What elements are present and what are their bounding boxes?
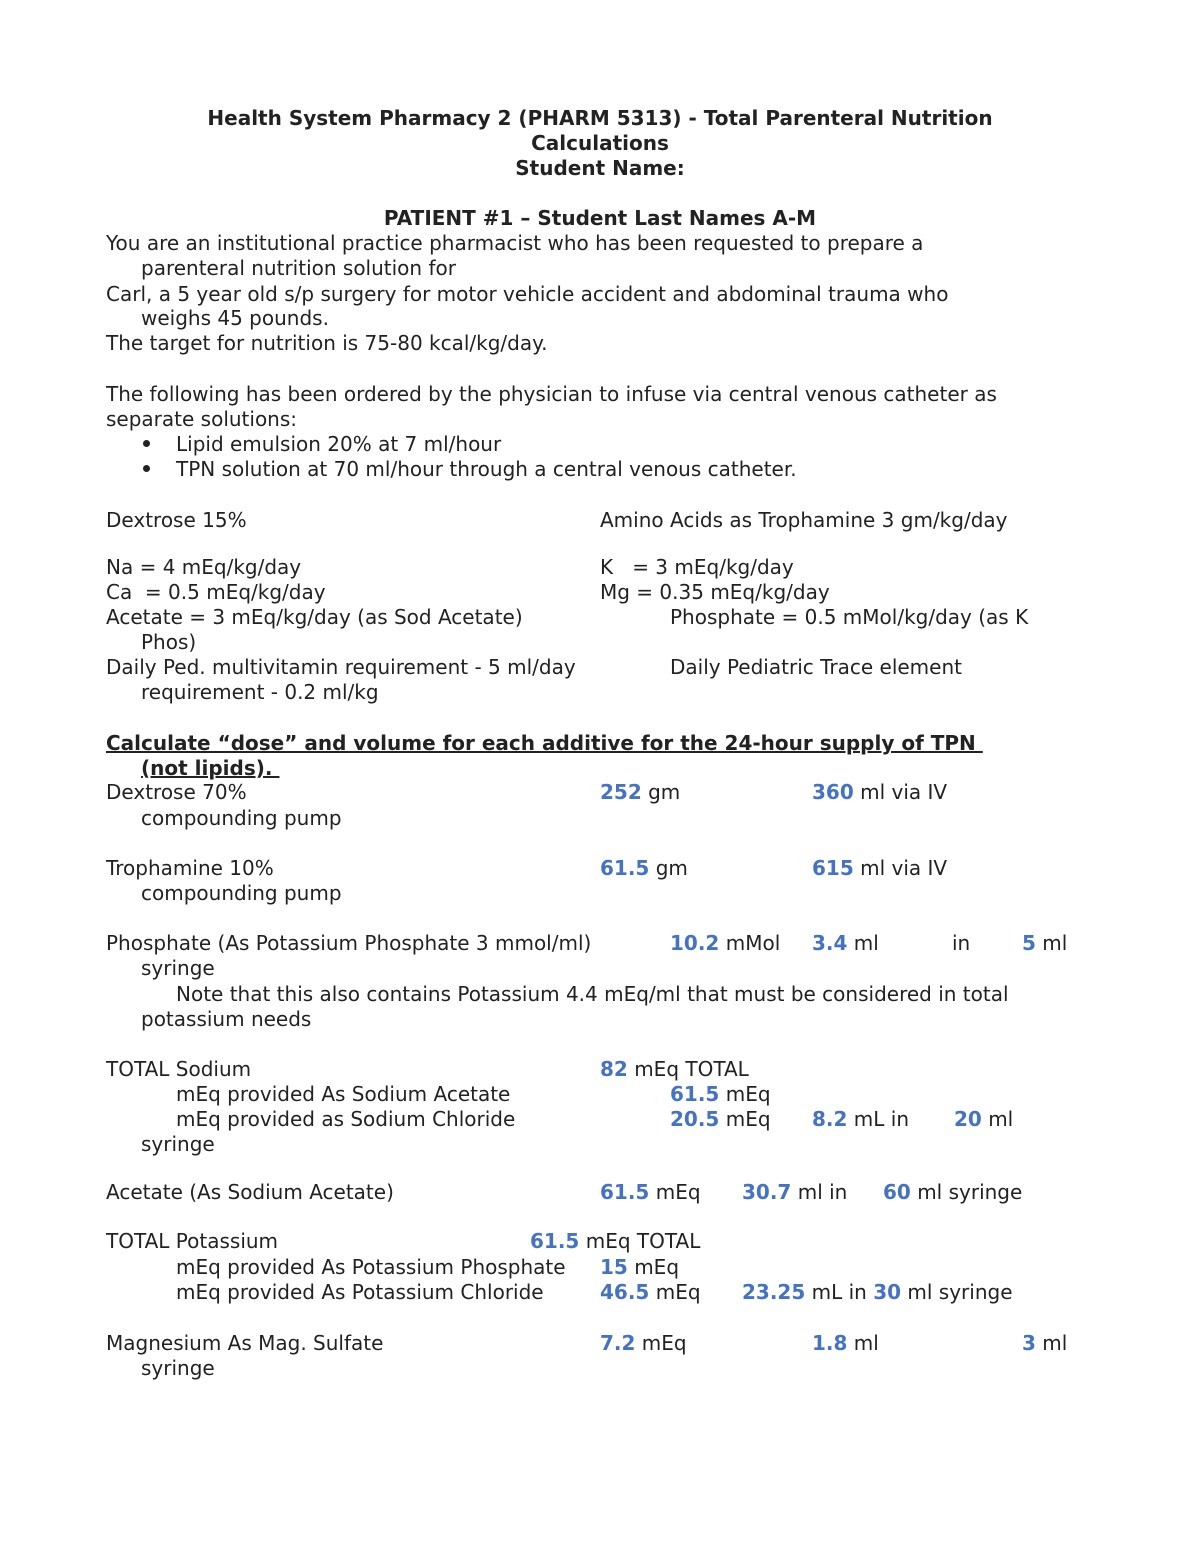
calc-potassium-phosphate-value: 15 mEq: [600, 1255, 680, 1279]
calc-sodium-chloride-volume: 8.2 mL in: [812, 1107, 910, 1131]
calc-trophamine-name: Trophamine 10%: [106, 856, 274, 880]
calc-dextrose-wrap: compounding pump: [141, 806, 342, 830]
bullet-marker: [143, 465, 150, 472]
order-potassium: K = 3 mEq/kg/day: [600, 555, 794, 579]
calc-phosphate-volume: 3.4 ml: [812, 931, 879, 955]
patient-heading: PATIENT #1 – Student Last Names A-M: [383, 206, 817, 230]
calc-sodium-acetate-label: mEq provided As Sodium Acetate: [176, 1082, 511, 1106]
calc-sodium-acetate-value: 61.5 mEq: [670, 1082, 771, 1106]
document-title-line2: Calculations: [531, 131, 669, 155]
order-trace-element-wrap: requirement - 0.2 ml/kg: [141, 680, 379, 704]
calc-potassium-phosphate-label: mEq provided As Potassium Phosphate: [176, 1255, 566, 1279]
calc-sodium-chloride-label: mEq provided as Sodium Chloride: [176, 1107, 516, 1131]
calc-acetate-name: Acetate (As Sodium Acetate): [106, 1180, 394, 1204]
intro-line: parenteral nutrition solution for: [141, 256, 456, 280]
calc-phosphate-wrap: syringe: [141, 956, 215, 980]
calc-phosphate-note-wrap: potassium needs: [141, 1007, 312, 1031]
calc-acetate-volume: 30.7 ml in: [742, 1180, 848, 1204]
order-line: The following has been ordered by the physician to infuse via central venous catheter as: [106, 382, 997, 406]
calc-acetate-syringe: 60 ml syringe: [883, 1180, 1023, 1204]
bullet-item: Lipid emulsion 20% at 7 ml/hour: [176, 432, 502, 456]
calc-trophamine-dose: 61.5 gm: [600, 856, 688, 880]
calc-dextrose-volume: 360 ml via IV: [812, 780, 948, 804]
order-calcium: Ca = 0.5 mEq/kg/day: [106, 580, 326, 604]
calc-magnesium-dose: 7.2 mEq: [600, 1331, 687, 1355]
order-trace-element: Daily Pediatric Trace element: [670, 655, 962, 679]
calc-potassium-total: 61.5 mEq TOTAL: [530, 1229, 701, 1253]
bullet-item: TPN solution at 70 ml/hour through a central venous catheter.: [176, 457, 797, 481]
calc-sodium-wrap: syringe: [141, 1132, 215, 1156]
calc-phosphate-syringe: 5 ml: [1022, 931, 1068, 955]
calc-magnesium-name: Magnesium As Mag. Sulfate: [106, 1331, 384, 1355]
order-acetate: Acetate = 3 mEq/kg/day (as Sod Acetate): [106, 605, 523, 629]
calc-phosphate-note: Note that this also contains Potassium 4.4 mEq/ml that must be considered in total: [176, 982, 1009, 1006]
order-line: separate solutions:: [106, 407, 298, 431]
calc-phosphate-in: in: [952, 931, 971, 955]
calc-heading-wrap: (not lipids).: [141, 756, 280, 780]
calc-dextrose-name: Dextrose 70%: [106, 780, 247, 804]
order-amino-acids: Amino Acids as Trophamine 3 gm/kg/day: [600, 508, 1008, 532]
calc-sodium-total: 82 mEq TOTAL: [600, 1057, 749, 1081]
student-name-label: Student Name:: [515, 156, 685, 180]
order-sodium: Na = 4 mEq/kg/day: [106, 555, 302, 579]
calc-potassium-chloride-volume: 23.25 mL in 30 ml syringe: [742, 1280, 1013, 1304]
calc-dextrose-dose: 252 gm: [600, 780, 681, 804]
intro-line: You are an institutional practice pharmacist who has been requested to prepare a: [106, 231, 924, 255]
bullet-marker: [143, 440, 150, 447]
order-magnesium: Mg = 0.35 mEq/kg/day: [600, 580, 830, 604]
order-dextrose: Dextrose 15%: [106, 508, 247, 532]
calc-acetate-dose: 61.5 mEq: [600, 1180, 701, 1204]
order-phosphate-wrap: Phos): [141, 630, 197, 654]
calc-trophamine-wrap: compounding pump: [141, 881, 342, 905]
calc-magnesium-syringe: 3 ml: [1022, 1331, 1068, 1355]
calc-trophamine-volume: 615 ml via IV: [812, 856, 948, 880]
calc-magnesium-wrap: syringe: [141, 1356, 215, 1380]
calc-sodium-name: TOTAL Sodium: [106, 1057, 252, 1081]
intro-line: Carl, a 5 year old s/p surgery for motor vehicle accident and abdominal trauma who: [106, 282, 949, 306]
calc-heading: Calculate “dose” and volume for each additive for the 24-hour supply of TPN: [106, 731, 983, 755]
calc-potassium-chloride-value: 46.5 mEq: [600, 1280, 701, 1304]
calc-phosphate-name: Phosphate (As Potassium Phosphate 3 mmol/ml): [106, 931, 592, 955]
calc-sodium-chloride-value: 20.5 mEq: [670, 1107, 771, 1131]
calc-potassium-chloride-label: mEq provided As Potassium Chloride: [176, 1280, 544, 1304]
intro-line: weighs 45 pounds.: [141, 306, 329, 330]
calc-potassium-name: TOTAL Potassium: [106, 1229, 279, 1253]
order-multivitamin: Daily Ped. multivitamin requirement - 5 ml/day: [106, 655, 576, 679]
calc-magnesium-volume: 1.8 ml: [812, 1331, 879, 1355]
calc-phosphate-dose: 10.2 mMol: [670, 931, 781, 955]
document-title-line1: Health System Pharmacy 2 (PHARM 5313) - Total Parenteral Nutrition: [207, 106, 993, 130]
order-phosphate: Phosphate = 0.5 mMol/kg/day (as K: [670, 605, 1029, 629]
calc-sodium-chloride-syringe: 20 ml: [954, 1107, 1014, 1131]
intro-line: The target for nutrition is 75-80 kcal/kg/day.: [106, 331, 548, 355]
